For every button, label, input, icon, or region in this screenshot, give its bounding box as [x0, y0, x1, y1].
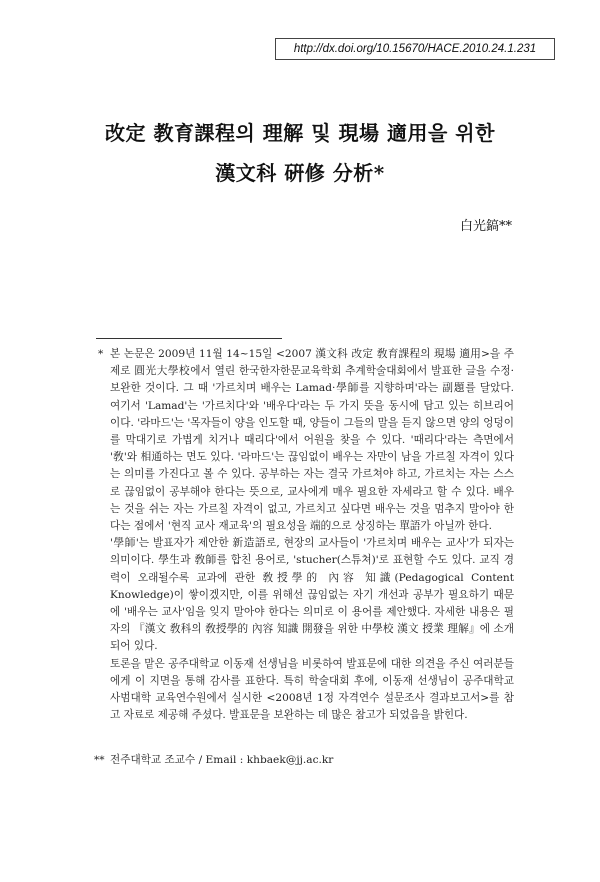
footnote-2-text: 전주대학교 조교수 / Email : khbaek@jj.ac.kr: [110, 754, 334, 766]
footnote-1-paragraph-2: '學師'는 발표자가 제안한 新造語로, 현장의 교사들이 '가르치며 배우는 교사'가 되자는 의미이다. 學生과 敎師를 합친 용어로, 'stucher(스튜쳐)'로 표현할 수도 있다. 교직 경력이 오래될수록 교과에 관한 敎授學的 內容 知識(Pedagogical Content Knowledge)이 쌓이겠지만, 이를 위해선 끊임없는 자기 개선과 공부가 필요하기 때문에 '배우는 교사'임을 잊지 말아야 한다는 의미로 이 용어를 제안했다. 자세한 내용은 필자의 『漢文 敎科의 敎授學的 內容 知識 開發을 위한 中學校 漢文 授業 理解』에 소개되어 있다.: [110, 537, 514, 653]
paper-title-line1: 改定 教育課程의 理解 및 現場 適用을 위한: [105, 121, 495, 145]
footnote-1-mark: *: [98, 348, 104, 360]
footnote-1-paragraph-3: 토론을 맡은 공주대학교 이동재 선생님을 비롯하여 발표문에 대한 의견을 주신 여러분들에게 이 지면을 통해 감사를 표한다. 특히 학술대회 후에, 이동재 선생님이 공주대학교 사범대학 교육연수원에서 실시한 <2008년 1정 자격연수 설문조사 결과보고서>를 참고 자료로 제공해 주셨다. 발표문을 보완하는 데 많은 참고가 되었음을 밝힌다.: [110, 657, 514, 722]
footnote-divider: [96, 338, 282, 339]
author-name: 白光鎬**: [459, 219, 512, 234]
footnote-2-mark: **: [94, 754, 105, 766]
footnote-1-paragraph-1: 본 논문은 2009년 11월 14~15일 <2007 漢文科 改定 敎育課程의 現場 適用>을 주제로 圓光大學校에서 열린 한국한자한문교육학회 추계학술대회에서 발표한 글을 수정·보완한 것이다. 그 때 '가르치며 배우는 Lamad·學師를 지향하며'라는 副題를 달았다. 여기서 'Lamad'는 '가르치다'와 '배우다'라는 두 가지 뜻을 동시에 담고 있는 히브리어이다. '라마드'는 '목자들이 양을 인도할 때, 양들이 그들의 말을 듣지 않으면 양의 엉덩이를 막대기로 가볍게 치거나 때리다'에서 어원을 찾을 수 있다. '때리다'라는 측면에서 '敎'와 相通하는 면도 있다. '라마드'는 끊임없이 배우는 자만이 남을 가르칠 자격이 있다는 의미를 가진다고 볼 수 있다. 공부하는 자는 결국 가르쳐야 하고, 가르치는 자는 스스로 끊임없이 공부해야 한다는 뜻으로, 교사에게 매우 필요한 자세라고 할 수 있다. 배우는 것을 쉬는 자는 가르칠 자격이 없고, 가르치고 싶다면 배우는 것을 멈추지 말아야 한다는 점에서 '현직 교사 재교육'의 필요성을 端的으로 상징하는 單語가 아닐까 한다.: [110, 348, 514, 533]
footnote-1: [98, 346, 514, 724]
paper-title-line2: 漢文科 硏修 分析*: [215, 161, 385, 185]
footnote-2: [94, 752, 514, 769]
doi-link[interactable]: http://dx.doi.org/10.15670/HACE.2010.24.1.231: [275, 38, 555, 60]
